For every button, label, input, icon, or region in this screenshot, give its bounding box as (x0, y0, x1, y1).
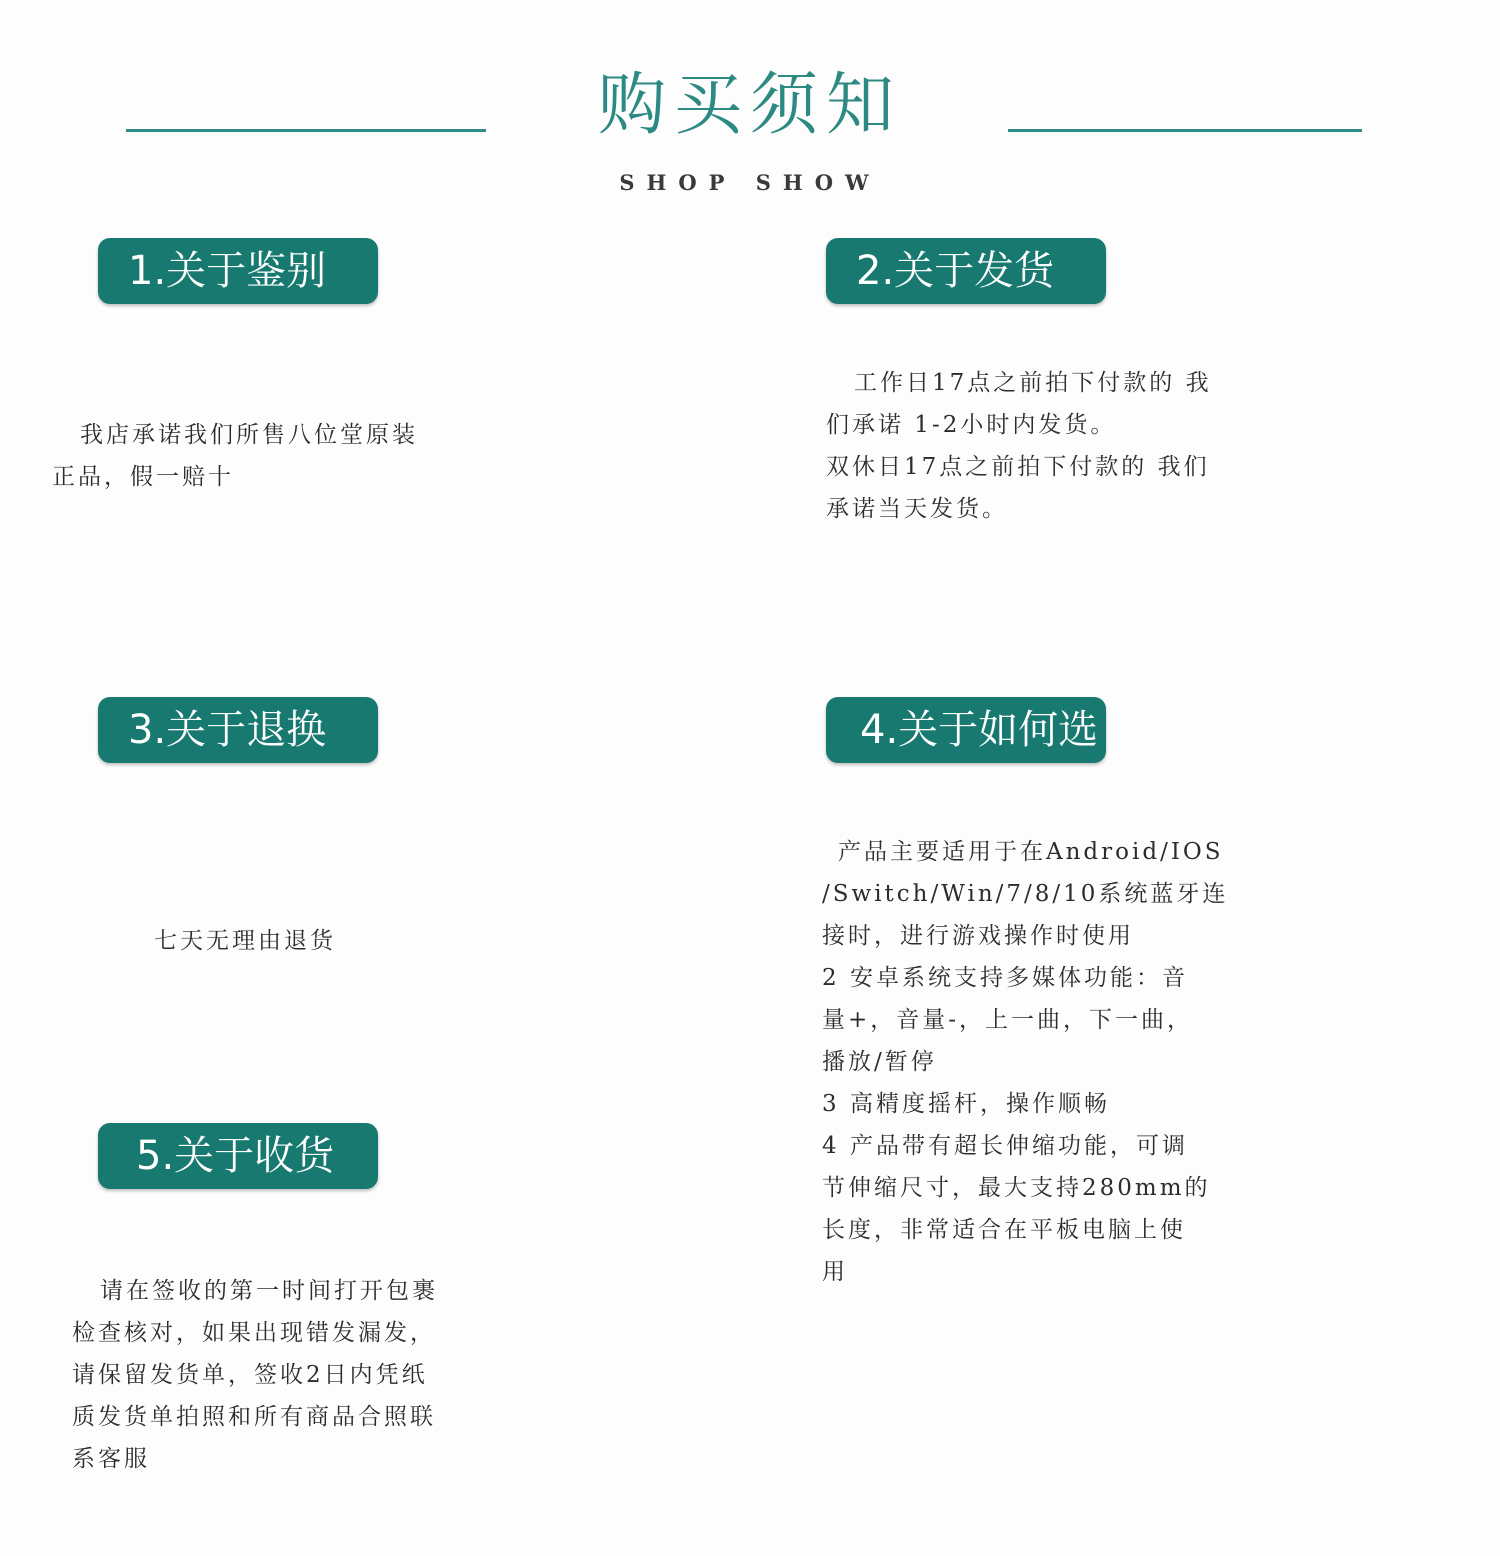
section-4-line: 长度，非常适合在平板电脑上使 (822, 1217, 1186, 1243)
section-4-body (822, 831, 1228, 1293)
section-4-line: 产品主要适用于在Android/IOS (838, 839, 1224, 865)
section-2-line: 们承诺 1-2小时内发货。 (826, 412, 1117, 438)
section-5-line: 系客服 (72, 1446, 150, 1472)
section-1-heading: 1.关于鉴别 (98, 238, 378, 304)
section-4-line: 2 安卓系统支持多媒体功能：音 (822, 965, 1188, 991)
section-1-line: 我店承诺我们所售八位堂原装 (80, 422, 418, 448)
section-5-line: 请保留发货单，签收2日内凭纸 (72, 1362, 428, 1388)
page-title: 购买须知 (597, 66, 902, 145)
header-rule-right (1008, 129, 1362, 132)
section-2-line: 工作日17点之前拍下付款的 我 (854, 370, 1212, 396)
section-4-line: 3 高精度摇杆，操作顺畅 (822, 1091, 1110, 1117)
section-4-heading: 4.关于如何选 (826, 697, 1106, 763)
section-1-line: 正品，假一赔十 (52, 464, 234, 490)
section-2-line: 双休日17点之前拍下付款的 我们 (826, 454, 1210, 480)
page-subtitle: SHOP SHOW (619, 170, 881, 195)
section-2-heading: 2.关于发货 (826, 238, 1106, 304)
section-3-heading: 3.关于退换 (98, 697, 378, 763)
section-3-body (154, 920, 336, 962)
section-5-line: 检查核对，如果出现错发漏发， (72, 1320, 436, 1346)
section-2-line: 承诺当天发货。 (826, 496, 1008, 522)
section-2-body (826, 362, 1212, 530)
section-5-body (72, 1270, 438, 1480)
section-3-line: 七天无理由退货 (154, 928, 336, 954)
header-rule-left (126, 129, 486, 132)
section-4-line: 播放/暂停 (822, 1049, 937, 1075)
section-5-heading: 5.关于收货 (98, 1123, 378, 1189)
section-4-line: 4 产品带有超长伸缩功能，可调 (822, 1133, 1188, 1159)
section-4-line: 用 (822, 1259, 848, 1285)
section-4-line: /Switch/Win/7/8/10系统蓝牙连 (822, 881, 1229, 907)
section-4-line: 量+，音量-，上一曲，下一曲， (822, 1007, 1194, 1033)
section-1-body (52, 414, 418, 498)
section-4-line: 接时，进行游戏操作时使用 (822, 923, 1134, 949)
section-5-line: 质发货单拍照和所有商品合照联 (72, 1404, 436, 1430)
section-4-line: 节伸缩尺寸，最大支持280mm的 (822, 1175, 1211, 1201)
section-5-line: 请在签收的第一时间打开包裹 (100, 1278, 438, 1304)
